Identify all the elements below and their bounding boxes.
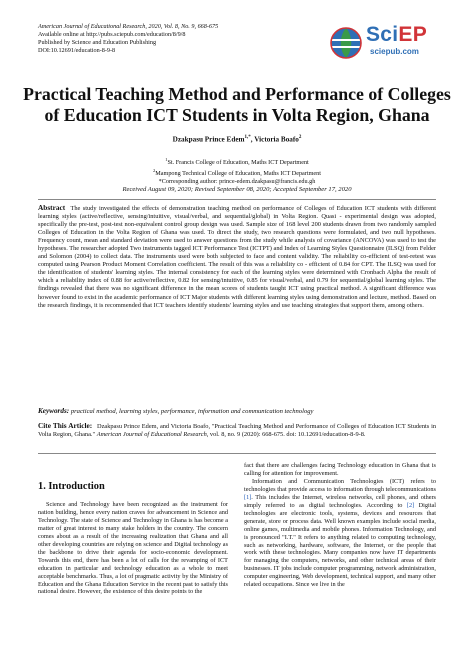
section-heading-introduction: 1. Introduction <box>38 481 105 492</box>
author-2: Victoria Boafo <box>254 135 299 144</box>
sciep-logo[interactable] <box>329 24 441 64</box>
affiliations <box>20 156 454 186</box>
cite-label: Cite This Article: <box>38 421 93 430</box>
author-1-affiliation-mark: 1,* <box>244 135 251 140</box>
journal-header <box>38 23 218 55</box>
journal-citation-line: American Journal of Educational Research, 2020, Vol. 8, No. 9, 668-675 <box>38 23 219 30</box>
divider-bottom <box>38 453 436 454</box>
publisher-line: Published by Science and Education Publishing <box>38 39 157 47</box>
author-2-affiliation-mark: 2 <box>298 135 302 140</box>
logo-sci-text: Sci <box>366 23 399 46</box>
author-1: Dzakpasu Prince Edem <box>172 135 245 144</box>
intro-right-column <box>244 462 436 589</box>
keywords-label: Keywords: <box>38 407 70 415</box>
intro-right-paragraph-2: Information and Communication Technologies (ICT) refers to technologies that provide access to information through telecommunications [1]. This includes the Internet, wireless networks, cell phones, and others simply referred to as digital technologies. According to [2] Digital technologies are electronic tools, systems, devices and resources that generate, store or process data. Well known examples include social media, online games, multimedia and mobile phones. Information Technology, and is pronounced "I.T." It refers to anything related to computing technology, such as networking, hardware, software, the Internet, or the people that work with these technologies. Many companies now have IT departments for managing the computers, networks, and other technical areas of their businesses. IT jobs include computer programming, network administration, computer engineering, Web development, technical support, and many other related occupations. Since we live in the <box>244 477 437 589</box>
abstract-label: Abstract <box>38 203 66 212</box>
logo-url: sciepub.com <box>370 47 419 56</box>
divider-top <box>38 199 436 200</box>
paper-title <box>20 84 454 125</box>
logo-wordmark <box>366 23 427 47</box>
sciep-globe-icon <box>329 26 363 60</box>
intro-left-column: Science and Technology have been recognized as the instrument for nation building, hence every nation craves for advancement in Science and Technology. The state of Science and Technology in Ghana is has become a matter of great interest to many stake holders in the country. The concern comes about as a result of the increasing realization that Ghana and all other developing countries are relying on science and Digital technology as the backbone to drive their agenda for socio-economic development. Towards this end, there has been a lot of calls for the revamping of ICT education in particular and technology education as a whole to meet acceptable benchmarks. Thus, a lot of pragmatic activity by the Ministry of Education and the Ghana Education Service in the recent past to satisfy this national desire. However, the existence of this desire points to the <box>38 501 228 596</box>
intro-right-paragraph-1: fact that there are challenges facing Technology education in Ghana that is calling for attention for improvement. <box>244 462 436 477</box>
cite-journal: American Journal of Educational Research <box>96 431 207 439</box>
abstract-section <box>38 204 436 310</box>
title-line-2: of Education ICT Students in Volta Region, Ghana <box>44 104 430 125</box>
available-online-line: Available online at http://pubs.sciepub.com/education/8/9/8 <box>38 31 186 39</box>
title-line-1: Practical Teaching Method and Performance of Colleges <box>23 84 451 104</box>
doi-line: DOI:10.12691/education-8-9-8 <box>38 47 116 55</box>
cite-section <box>38 422 436 439</box>
received-dates: Received August 09, 2020; Revised September 08, 2020; Accepted September 17, 2020 <box>122 186 352 193</box>
corresponding-author: *Corresponding author: prince-edem.dzakpasu@francis.edu.gh <box>158 177 316 185</box>
affiliation-1: $^1$St. Francis College of Education, Maths ICT Department <box>165 157 309 167</box>
abstract-text: The study investigated the effects of demonstration teaching method on performance of Colleges of Education ICT students with different learning styles (active/reflective, sensing/intuitive, visual/verbal, and sequential/global) in Volta Region. Quasi - experimental design was adopted, specifically the pre-test, post-test non-equivalent control group design was used. Sample size of 168 level 200 students drawn from two randomly sampled Colleges of Education in the Volta Region of Ghana was used. To direct the study, two research questions were formulated, and two null hypotheses. Frequency count, mean and standard deviation were used to answer questions from the study while analysis of covariance (ANCOVA) was used to test the hypotheses. The researcher adopted Two instruments tagged ICT Performance Test (ICTPT) and Index of Learning Styles Questionnaire (ILSQ) from Felder and Solomon (2004) to collect data. The instruments used were both subjected to face and content validity. The reliability co-efficient of test-retest was computed using Pearson Product Moment Correlation coefficient. The result of this was a reliability co - efficient of 0.84 for CPT. The ILSQ was used for the identification of students' learning styles. The internal consistency for each of the learning styles were determined with Cronbach Alpha the result of which a reliability index of 0.88 for active/reflective, 0.82 for sensing/intuitive, 0.85 for visual/verbal, and 0.79 for sequential/global learning styles. The findings revealed that there was no significant difference in the mean scores of students taught ICT using practical method. A significant difference was however found to exist in the academic performance of ICT Major students with different learning styles using demonstration and lecture, method. Based on the research findings, it is recommended that ICT teachers identify students' learning styles and use teaching strategies that support them, among others. <box>38 205 436 309</box>
citation-link-1[interactable]: [1] <box>244 493 252 501</box>
affiliation-2: $^2$Mampong Technical College of Education, Maths ICT Department <box>153 167 321 178</box>
author-separator: , <box>250 135 255 144</box>
logo-ep-text: EP <box>398 23 428 46</box>
cite-text-part2: , vol. 8, no. 9 (2020): 668-675. doi: 10.12691/education-8-9-8. <box>206 431 366 439</box>
keywords-text: practical method, learning styles, performance, information and communication technology <box>70 408 314 415</box>
keywords-section <box>38 407 436 415</box>
citation-link-2[interactable]: [2] <box>406 501 415 509</box>
author-list <box>20 135 454 143</box>
cite-text-part1: Dzakpasu Prince Edem, and Victoria Boafo, "Practical Teaching Method and Performance of Colleges of Education ICT Students in Volta Region, Ghana." <box>38 423 436 439</box>
